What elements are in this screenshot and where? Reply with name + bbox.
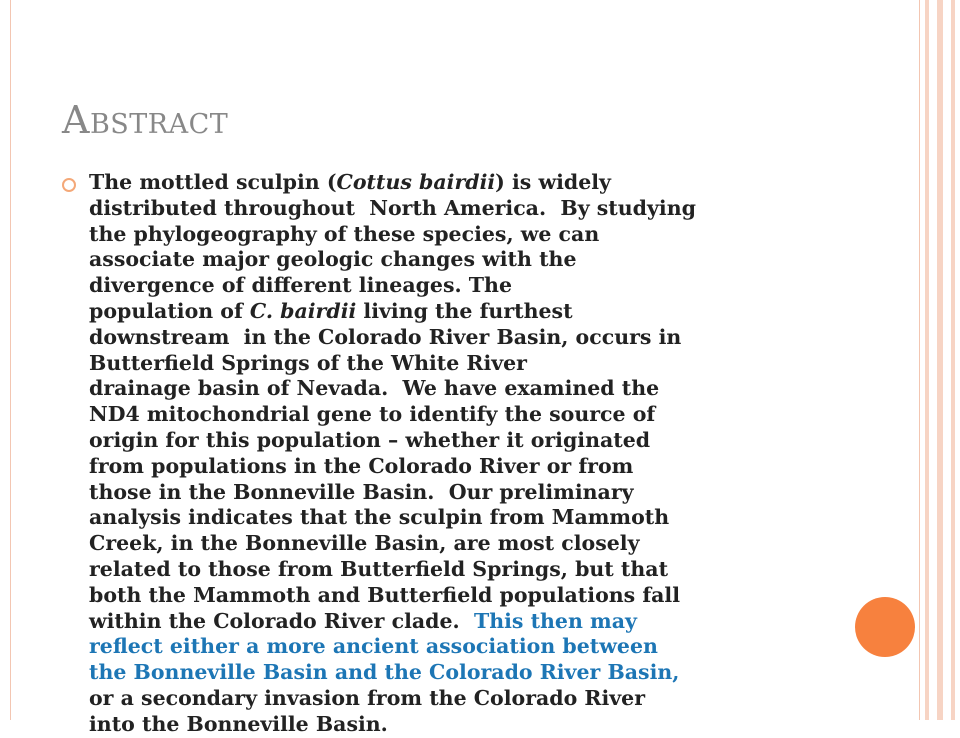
abstract-line bbox=[89, 428, 849, 454]
abstract-line bbox=[89, 299, 849, 325]
text-segment: Cottus bairdii bbox=[336, 170, 496, 194]
text-segment: ) is widely bbox=[495, 170, 611, 194]
text-segment: origin for this population – whether it originated bbox=[89, 427, 651, 452]
text-segment: into the Bonneville Basin. bbox=[89, 711, 388, 736]
abstract-line bbox=[89, 609, 849, 635]
abstract-line bbox=[89, 247, 849, 273]
abstract-line bbox=[89, 454, 849, 480]
abstract-line bbox=[89, 505, 849, 531]
text-segment: associate major geologic changes with the bbox=[89, 247, 577, 272]
text-segment: living the furthest bbox=[356, 298, 573, 323]
abstract-line bbox=[89, 712, 849, 738]
text-segment: distributed throughout North America. By studying bbox=[89, 195, 696, 220]
text-segment: ND4 mitochondrial gene to identify the source of bbox=[89, 402, 656, 427]
abstract-text bbox=[89, 170, 849, 738]
abstract-line bbox=[89, 351, 849, 377]
text-segment: Butterfield Springs of the White River bbox=[89, 350, 527, 375]
bullet-ring-icon bbox=[62, 178, 76, 192]
stripe bbox=[937, 0, 943, 720]
abstract-line bbox=[89, 222, 849, 248]
text-segment: population of bbox=[89, 298, 250, 323]
decorative-stripes bbox=[920, 0, 960, 720]
abstract-line bbox=[89, 634, 849, 660]
abstract-line bbox=[89, 531, 849, 557]
abstract-line bbox=[89, 325, 849, 351]
abstract-line bbox=[89, 273, 849, 299]
abstract-line bbox=[89, 686, 849, 712]
text-segment: drainage basin of Nevada. We have examined the bbox=[89, 376, 660, 401]
text-segment: divergence of different lineages. The bbox=[89, 273, 512, 298]
abstract-line bbox=[89, 583, 849, 609]
abstract-line bbox=[89, 376, 849, 402]
abstract-line bbox=[89, 170, 849, 196]
text-segment: the Bonneville Basin and the Colorado River Basin, bbox=[89, 660, 680, 685]
text-segment: downstream in the Colorado River Basin, occurs in bbox=[89, 324, 682, 349]
text-segment: Creek, in the Bonneville Basin, are most closely bbox=[89, 531, 640, 556]
slide-title: Abstract bbox=[62, 98, 229, 142]
text-segment: related to those from Butterfield Springs, but that bbox=[89, 556, 669, 581]
abstract-line bbox=[89, 196, 849, 222]
text-segment: The mottled sculpin ( bbox=[89, 170, 337, 194]
text-segment: reflect either a more ancient association between bbox=[89, 634, 658, 659]
abstract-line bbox=[89, 557, 849, 583]
stripe bbox=[925, 0, 929, 720]
text-segment: or a secondary invasion from the Colorado River bbox=[89, 685, 646, 710]
text-segment: analysis indicates that the sculpin from Mammoth bbox=[89, 505, 670, 530]
text-segment: those in the Bonneville Basin. Our preliminary bbox=[89, 479, 634, 504]
abstract-line bbox=[89, 402, 849, 428]
text-segment: This then may bbox=[473, 608, 637, 633]
abstract-line bbox=[89, 480, 849, 506]
decorative-orb bbox=[855, 597, 915, 657]
text-segment: the phylogeography of these species, we can bbox=[89, 221, 600, 246]
text-segment: C. bairdii bbox=[249, 298, 357, 323]
stripe bbox=[951, 0, 955, 720]
text-segment: within the Colorado River clade. bbox=[89, 608, 474, 633]
text-segment: from populations in the Colorado River or from bbox=[89, 453, 634, 478]
abstract-line bbox=[89, 660, 849, 686]
text-segment: both the Mammoth and Butterfield populations fall bbox=[89, 582, 680, 607]
